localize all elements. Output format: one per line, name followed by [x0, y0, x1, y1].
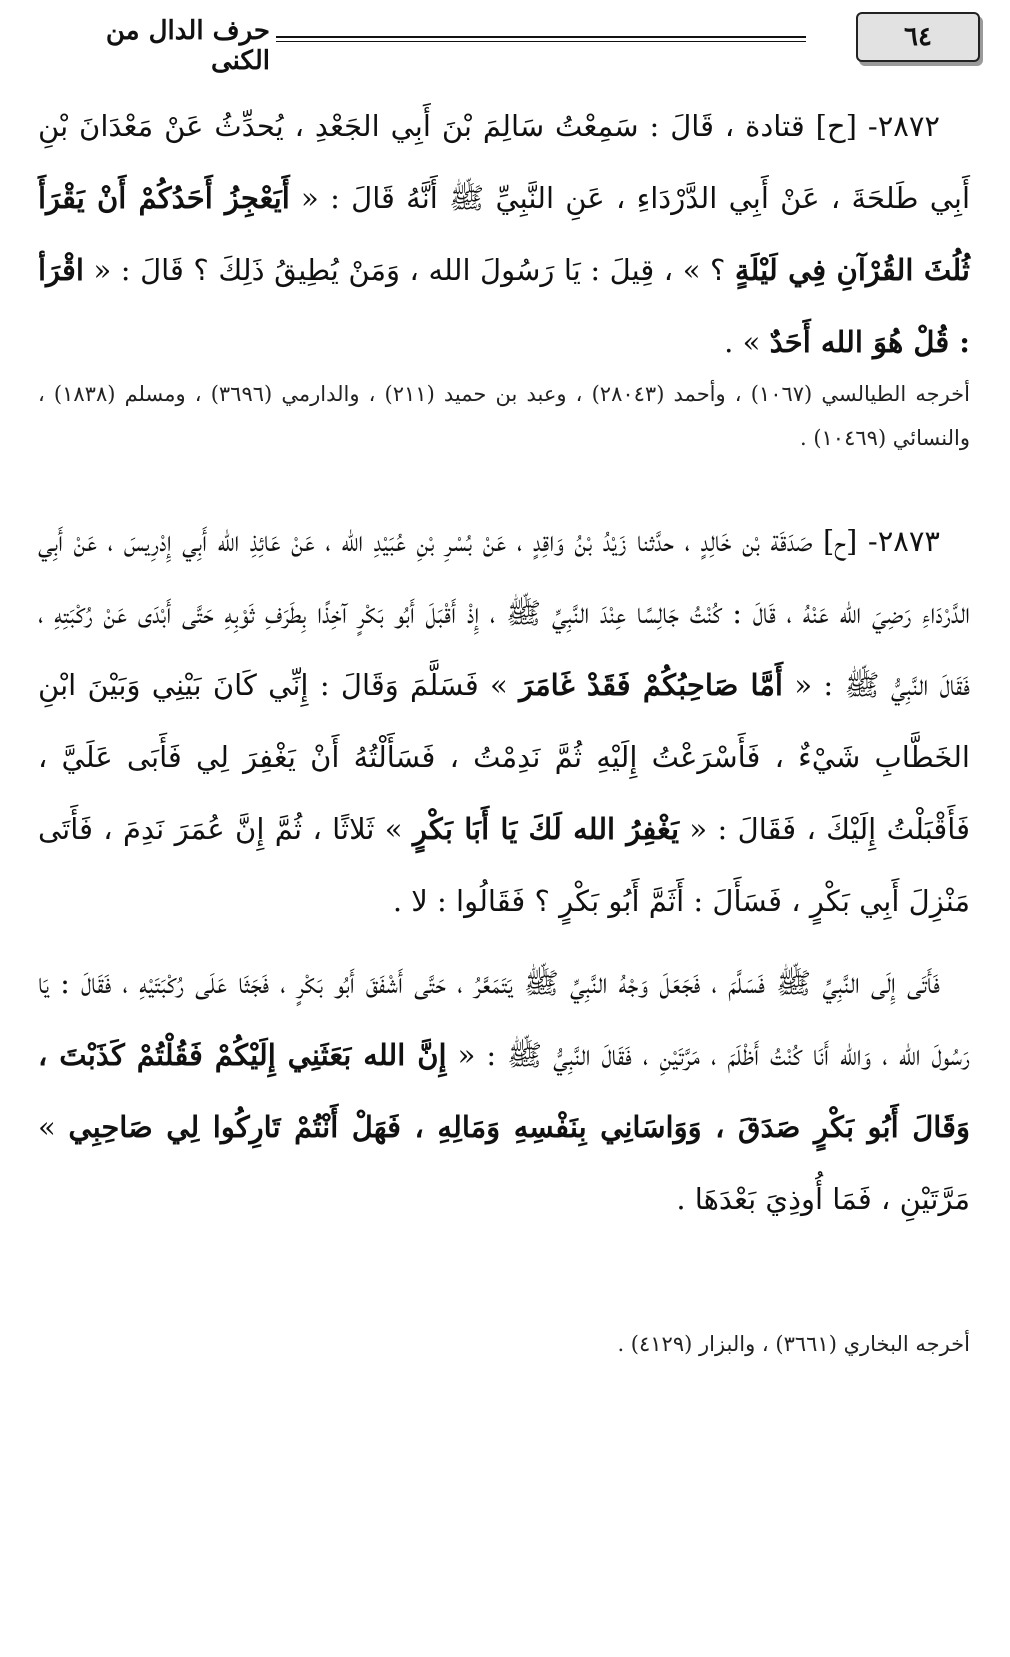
- prophetic-saying: أَيَعْجِزُ أَحَدُكُمْ أَنْ يَقْرَأَ ثُلُثَ القُرْآنِ فِي لَيْلَةٍ: [38, 181, 971, 287]
- prophetic-saying: يَغْفِرُ الله لَكَ يَا أَبَا بَكْرٍ: [412, 812, 680, 846]
- hadith-number: ٢٨٧٢: [877, 109, 940, 143]
- hadith-text: » فَسَلَّمَ وَقَالَ : إِنِّي كَانَ بَيْنِي وَبَيْنَ ابْنِ الخَطَّابِ شَيْءٌ ، فَأَسْرَعْتُ إِلَيْهِ ثُمَّ نَدِمْتُ ، فَسَأَلْتُهُ أَنْ يَغْفِرَ لِي فَأَبَى عَلَيَّ ، فَأَقْبَلْتُ إِلَيْكَ ، فَقَالَ : «: [38, 668, 970, 846]
- takhrij-2873: أخرجه البخاري (٣٦٦١) ، والبزار (٤١٢٩) .: [617, 1332, 970, 1356]
- page-number: ٦٤: [856, 12, 980, 62]
- hadith-text: - [ح] صَدَقَة بْن خَالِدٍ ، حدَّثنا زَيْدُ بْنُ وَاقِدٍ ، عَنْ بُسْرِ بْنِ عُبَيْدِ الله ، عَنْ عَائِذِ الله أَبِي إِدْرِيسَ ، عَنْ أَبِي الدَّرْدَاءِ رَضِيَ الله عَنْهُ ، قَالَ : كُنْتُ جَالِسًا عِنْدَ النَّبِيِّ ﷺ ، إِذْ أَقْبَلَ أَبُو بَكْرٍ آخِذًا بِطَرَفِ ثَوْبِهِ حَتَّى أَبْدَى عَنْ رُكْبَتِهِ ، فَقَالَ النَّبِيُّ ﷺ : «: [38, 524, 970, 702]
- hadith-text: - [ح] قتادة ، قَالَ : سَمِعْتُ سَالِمَ بْنَ أَبِي الجَعْدِ ، يُحدِّثُ عَنْ مَعْدَانَ بْنِ أَبِي طَلحَةَ ، عَنْ أَبِي الدَّرْدَاءِ ، عَنِ النَّبِيِّ ﷺ أَنَّهُ قَالَ : «: [38, 109, 970, 215]
- prophetic-saying: إِنَّ الله بَعَثَنِي إِلَيْكُمْ فَقُلْتُمْ كَذَبْتَ ، وَقَالَ أَبُو بَكْرٍ صَدَقَ ، وَوَاسَانِي بِنَفْسِهِ وَمَالِهِ ، فَهَلْ أَنْتُمْ تَارِكُوا لِي صَاحِبِي: [38, 1038, 970, 1144]
- running-title: حرف الدال من الكنى: [105, 16, 270, 76]
- prophetic-saying: أَمَّا صَاحِبُكُمْ فَقَدْ غَامَرَ: [519, 668, 783, 702]
- takhrij-2872: أخرجه الطيالسي (١٠٦٧) ، وأحمد (٢٨٠٤٣) ، وعبد بن حميد (٢١١) ، والدارمي (٣٦٩٦) ، ومسلم (١٨٣٨) ، والنسائي (١٠٤٦٩) .: [38, 382, 970, 450]
- hadith-paragraph: [38, 505, 970, 937]
- page-header: [30, 10, 980, 80]
- hadith-text: » مَرَّتَيْنِ ، فَمَا أُوذِيَ بَعْدَهَا .: [38, 1110, 970, 1216]
- prophetic-saying: اقْرَأ : قُلْ هُوَ الله أَحَدٌ: [38, 253, 970, 359]
- hadith-number: ٢٨٧٣: [877, 524, 940, 558]
- hadith-paragraph: [38, 947, 970, 1235]
- hadith-text: فَأَتَى إِلَى النَّبِيِّ ﷺ فَسَلَّمَ ، فَجَعَلَ وَجْهُ النَّبِيِّ ﷺ يَتَمَعَّرُ ، حَتَّى أَشْفَقَ أَبُو بَكْرٍ ، فَجَثَا عَلَى رُكْبَتَيْهِ ، فَقَالَ : يَا رَسُولَ الله ، وَالله أَنَا كُنْتُ أَظْلَمَ ، مَرَّتَيْنِ ، فَقَالَ النَّبِيُّ ﷺ : «: [38, 966, 970, 1072]
- hadith-text: » ثَلاثًا ، ثُمَّ إِنَّ عُمَرَ نَدِمَ ، فَأَتَى مَنْزِلَ أَبِي بَكْرٍ ، فَسَأَلَ : أَثَمَّ أَبُو بَكْرٍ ؟ فَقَالُوا : لا .: [38, 812, 970, 918]
- header-rule: [276, 36, 806, 42]
- hadith-text: ؟ » ، قِيلَ : يَا رَسُولَ الله ، وَمَنْ يُطِيقُ ذَلِكَ ؟ قَالَ : «: [83, 253, 735, 287]
- hadith-2872: [38, 90, 970, 378]
- hadith-paragraph: [38, 90, 970, 378]
- hadith-text: » .: [724, 325, 770, 359]
- hadith-2873: [38, 505, 970, 1235]
